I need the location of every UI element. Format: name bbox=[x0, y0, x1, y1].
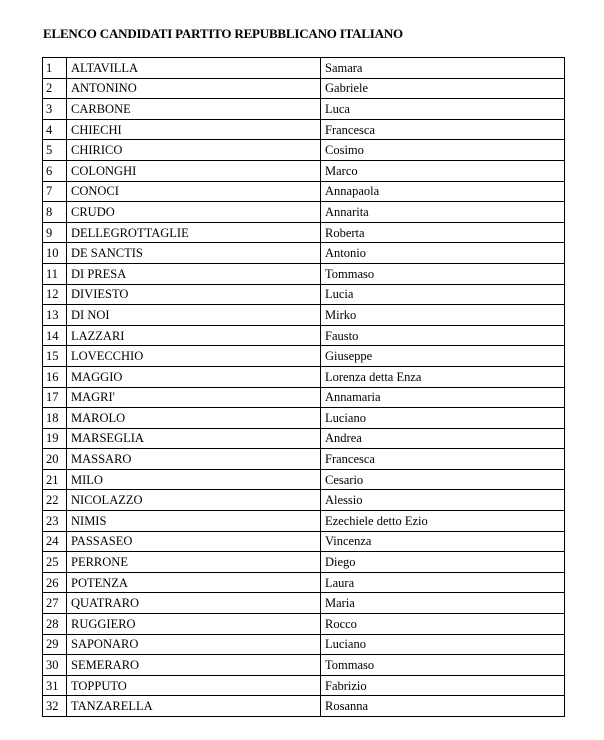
candidate-first-name: Fausto bbox=[321, 325, 565, 346]
candidate-first-name: Giuseppe bbox=[321, 346, 565, 367]
table-row bbox=[43, 634, 565, 655]
candidate-first-name: Roberta bbox=[321, 222, 565, 243]
table-row bbox=[43, 614, 565, 635]
candidate-first-name: Cosimo bbox=[321, 140, 565, 161]
candidate-surname: MAGGIO bbox=[67, 366, 321, 387]
table-row bbox=[43, 366, 565, 387]
row-number: 30 bbox=[43, 655, 67, 676]
table-row bbox=[43, 531, 565, 552]
table-row bbox=[43, 325, 565, 346]
candidate-first-name: Ezechiele detto Ezio bbox=[321, 511, 565, 532]
candidate-first-name: Lorenza detta Enza bbox=[321, 366, 565, 387]
table-row bbox=[43, 387, 565, 408]
candidate-surname: MARSEGLIA bbox=[67, 428, 321, 449]
row-number: 32 bbox=[43, 696, 67, 717]
candidate-surname: RUGGIERO bbox=[67, 614, 321, 635]
candidate-surname: PASSASEO bbox=[67, 531, 321, 552]
table-row bbox=[43, 99, 565, 120]
table-row bbox=[43, 346, 565, 367]
table-row bbox=[43, 284, 565, 305]
row-number: 15 bbox=[43, 346, 67, 367]
row-number: 24 bbox=[43, 531, 67, 552]
row-number: 22 bbox=[43, 490, 67, 511]
table-row bbox=[43, 449, 565, 470]
candidate-surname: CHIECHI bbox=[67, 119, 321, 140]
candidate-first-name: Mirko bbox=[321, 305, 565, 326]
candidate-surname: ANTONINO bbox=[67, 78, 321, 99]
candidate-first-name: Francesca bbox=[321, 449, 565, 470]
table-row bbox=[43, 469, 565, 490]
table-row bbox=[43, 263, 565, 284]
candidate-first-name: Luca bbox=[321, 99, 565, 120]
table-row bbox=[43, 593, 565, 614]
row-number: 25 bbox=[43, 552, 67, 573]
table-row bbox=[43, 119, 565, 140]
candidate-surname: PERRONE bbox=[67, 552, 321, 573]
candidate-surname: SAPONARO bbox=[67, 634, 321, 655]
candidate-surname: SEMERARO bbox=[67, 655, 321, 676]
candidate-first-name: Samara bbox=[321, 58, 565, 79]
candidate-first-name: Andrea bbox=[321, 428, 565, 449]
candidate-surname: MAROLO bbox=[67, 408, 321, 429]
table-row bbox=[43, 222, 565, 243]
candidate-surname: CARBONE bbox=[67, 99, 321, 120]
candidate-surname: DIVIESTO bbox=[67, 284, 321, 305]
candidate-first-name: Annapaola bbox=[321, 181, 565, 202]
row-number: 3 bbox=[43, 99, 67, 120]
candidate-surname: TOPPUTO bbox=[67, 675, 321, 696]
row-number: 14 bbox=[43, 325, 67, 346]
table-row bbox=[43, 511, 565, 532]
candidate-surname: DI NOI bbox=[67, 305, 321, 326]
candidate-first-name: Annamaria bbox=[321, 387, 565, 408]
row-number: 12 bbox=[43, 284, 67, 305]
candidate-first-name: Tommaso bbox=[321, 655, 565, 676]
candidate-first-name: Luciano bbox=[321, 408, 565, 429]
row-number: 8 bbox=[43, 202, 67, 223]
candidate-first-name: Marco bbox=[321, 160, 565, 181]
candidate-surname: CHIRICO bbox=[67, 140, 321, 161]
candidate-first-name: Rocco bbox=[321, 614, 565, 635]
candidate-surname: NIMIS bbox=[67, 511, 321, 532]
candidates-table-body bbox=[43, 58, 565, 717]
candidate-first-name: Annarita bbox=[321, 202, 565, 223]
row-number: 19 bbox=[43, 428, 67, 449]
candidate-first-name: Vincenza bbox=[321, 531, 565, 552]
candidate-first-name: Gabriele bbox=[321, 78, 565, 99]
table-row bbox=[43, 78, 565, 99]
table-row bbox=[43, 655, 565, 676]
table-row bbox=[43, 243, 565, 264]
candidate-first-name: Antonio bbox=[321, 243, 565, 264]
row-number: 2 bbox=[43, 78, 67, 99]
row-number: 28 bbox=[43, 614, 67, 635]
candidate-surname: NICOLAZZO bbox=[67, 490, 321, 511]
candidate-surname: DE SANCTIS bbox=[67, 243, 321, 264]
table-row bbox=[43, 552, 565, 573]
candidate-surname: TANZARELLA bbox=[67, 696, 321, 717]
candidate-first-name: Francesca bbox=[321, 119, 565, 140]
candidate-first-name: Rosanna bbox=[321, 696, 565, 717]
row-number: 29 bbox=[43, 634, 67, 655]
row-number: 18 bbox=[43, 408, 67, 429]
row-number: 31 bbox=[43, 675, 67, 696]
candidate-surname: ALTAVILLA bbox=[67, 58, 321, 79]
table-row bbox=[43, 202, 565, 223]
candidate-first-name: Fabrizio bbox=[321, 675, 565, 696]
candidate-first-name: Cesario bbox=[321, 469, 565, 490]
table-row bbox=[43, 428, 565, 449]
candidate-surname: LAZZARI bbox=[67, 325, 321, 346]
candidate-surname: QUATRARO bbox=[67, 593, 321, 614]
row-number: 21 bbox=[43, 469, 67, 490]
row-number: 7 bbox=[43, 181, 67, 202]
row-number: 1 bbox=[43, 58, 67, 79]
table-row bbox=[43, 408, 565, 429]
row-number: 10 bbox=[43, 243, 67, 264]
candidate-first-name: Maria bbox=[321, 593, 565, 614]
table-row bbox=[43, 675, 565, 696]
candidate-surname: DELLEGROTTAGLIE bbox=[67, 222, 321, 243]
table-row bbox=[43, 572, 565, 593]
table-row bbox=[43, 140, 565, 161]
row-number: 6 bbox=[43, 160, 67, 181]
candidate-first-name: Lucia bbox=[321, 284, 565, 305]
candidate-surname: MASSARO bbox=[67, 449, 321, 470]
row-number: 20 bbox=[43, 449, 67, 470]
table-row bbox=[43, 58, 565, 79]
candidate-surname: CRUDO bbox=[67, 202, 321, 223]
table-row bbox=[43, 696, 565, 717]
row-number: 27 bbox=[43, 593, 67, 614]
row-number: 5 bbox=[43, 140, 67, 161]
row-number: 17 bbox=[43, 387, 67, 408]
candidate-first-name: Luciano bbox=[321, 634, 565, 655]
row-number: 13 bbox=[43, 305, 67, 326]
candidate-first-name: Tommaso bbox=[321, 263, 565, 284]
candidate-surname: COLONGHI bbox=[67, 160, 321, 181]
candidate-surname: MILO bbox=[67, 469, 321, 490]
candidate-surname: CONOCI bbox=[67, 181, 321, 202]
row-number: 11 bbox=[43, 263, 67, 284]
candidate-surname: DI PRESA bbox=[67, 263, 321, 284]
candidate-first-name: Diego bbox=[321, 552, 565, 573]
document-title: ELENCO CANDIDATI PARTITO REPUBBLICANO ITALIANO bbox=[43, 26, 403, 41]
candidate-first-name: Alessio bbox=[321, 490, 565, 511]
table-row bbox=[43, 305, 565, 326]
table-row bbox=[43, 160, 565, 181]
candidate-surname: LOVECCHIO bbox=[67, 346, 321, 367]
candidate-surname: POTENZA bbox=[67, 572, 321, 593]
row-number: 23 bbox=[43, 511, 67, 532]
row-number: 9 bbox=[43, 222, 67, 243]
row-number: 16 bbox=[43, 366, 67, 387]
candidate-surname: MAGRI' bbox=[67, 387, 321, 408]
row-number: 26 bbox=[43, 572, 67, 593]
table-row bbox=[43, 490, 565, 511]
row-number: 4 bbox=[43, 119, 67, 140]
table-row bbox=[43, 181, 565, 202]
candidates-table bbox=[42, 57, 565, 717]
candidate-first-name: Laura bbox=[321, 572, 565, 593]
